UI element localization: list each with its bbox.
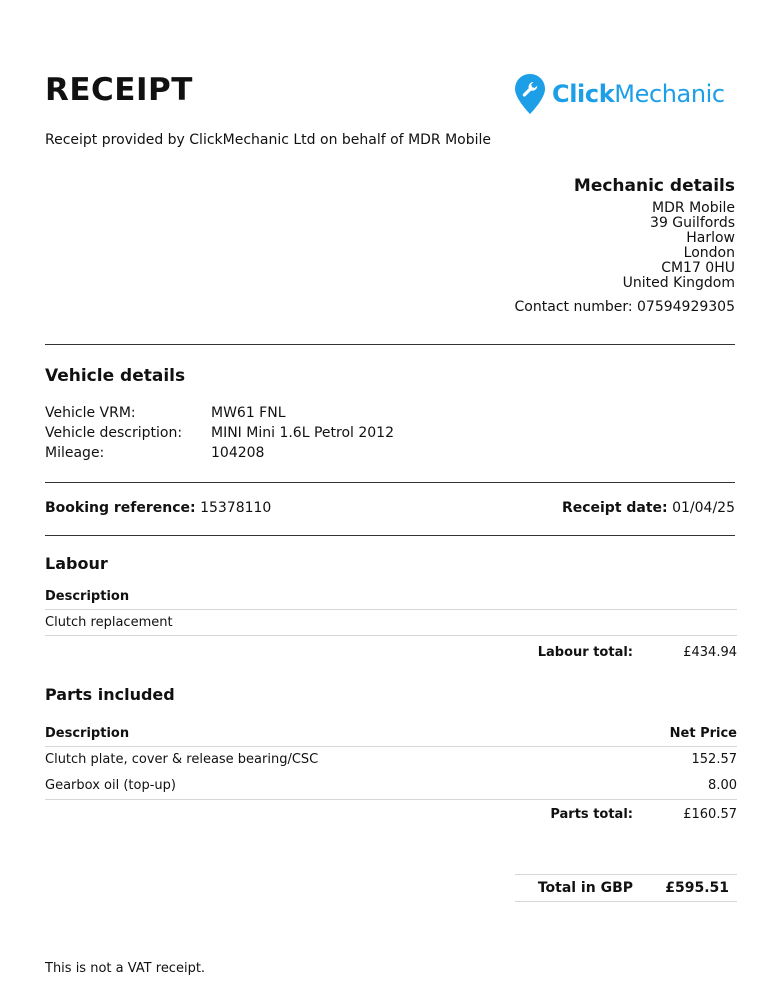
vehicle-description-label: Vehicle description: [45,425,183,441]
mechanic-name: MDR Mobile [652,200,735,216]
parts-item-price: 8.00 [708,778,737,793]
table-divider [45,799,737,800]
vrm-value: MW61 FNL [211,405,286,421]
labour-item: Clutch replacement [45,615,173,630]
labour-description-header: Description [45,589,130,604]
page-title: RECEIPT [45,72,193,108]
vehicle-vrm-row [45,403,394,423]
parts-item-price: 152.57 [691,752,737,767]
mileage-label: Mileage: [45,445,105,461]
parts-item-description: Gearbox oil (top-up) [45,778,176,793]
receipt-date [562,500,735,516]
vehicle-description-value: MINI Mini 1.6L Petrol 2012 [211,425,394,441]
vrm-label: Vehicle VRM: [45,405,136,421]
parts-total-value: £160.57 [683,807,737,822]
mechanic-details [515,176,735,315]
grand-total-value: £595.51 [665,880,729,896]
parts-heading: Parts included [45,685,175,704]
parts-item-description: Clutch plate, cover & release bearing/CSC [45,752,319,767]
table-divider [45,609,737,610]
location-pin-wrench-icon [514,73,546,115]
divider [45,482,735,483]
table-divider [45,635,737,636]
labour-total-value: £434.94 [683,645,737,660]
mechanic-address-line: 39 Guilfords [650,215,735,231]
parts-description-header: Description [45,726,130,741]
labour-heading: Labour [45,554,108,573]
mechanic-country: United Kingdom [622,275,735,291]
vehicle-details-list [45,403,394,463]
parts-net-price-header: Net Price [669,726,737,741]
logo-text-click: Click [552,80,615,108]
receipt-date-value: 01/04/25 [672,500,735,516]
mechanic-town: Harlow [686,230,735,246]
parts-total-label: Parts total: [550,807,633,822]
receipt-date-label: Receipt date: [561,500,668,516]
logo-text-mechanic: Mechanic [614,80,725,108]
vehicle-description-row [45,423,394,443]
mechanic-city: London [683,245,735,261]
mileage-value: 104208 [211,445,265,461]
total-bottom-divider [515,901,737,902]
mechanic-contact-number: Contact number: 07594929305 [514,299,735,315]
mechanic-postcode: CM17 0HU [661,260,735,276]
total-top-divider [515,874,737,875]
vehicle-heading: Vehicle details [45,366,186,386]
mechanic-heading: Mechanic details [573,176,735,196]
grand-total-label: Total in GBP [537,880,633,896]
divider [45,344,735,345]
booking-reference-value: 15378110 [200,500,272,516]
table-divider [45,746,737,747]
clickmechanic-logo [514,72,739,116]
booking-reference [45,500,271,516]
mileage-row [45,443,394,463]
labour-total-label: Labour total: [537,645,633,660]
vat-note: This is not a VAT receipt. [45,961,206,976]
provided-by-text: Receipt provided by ClickMechanic Ltd on behalf of MDR Mobile [45,132,492,148]
divider [45,535,735,536]
booking-reference-label: Booking reference: [45,500,196,516]
